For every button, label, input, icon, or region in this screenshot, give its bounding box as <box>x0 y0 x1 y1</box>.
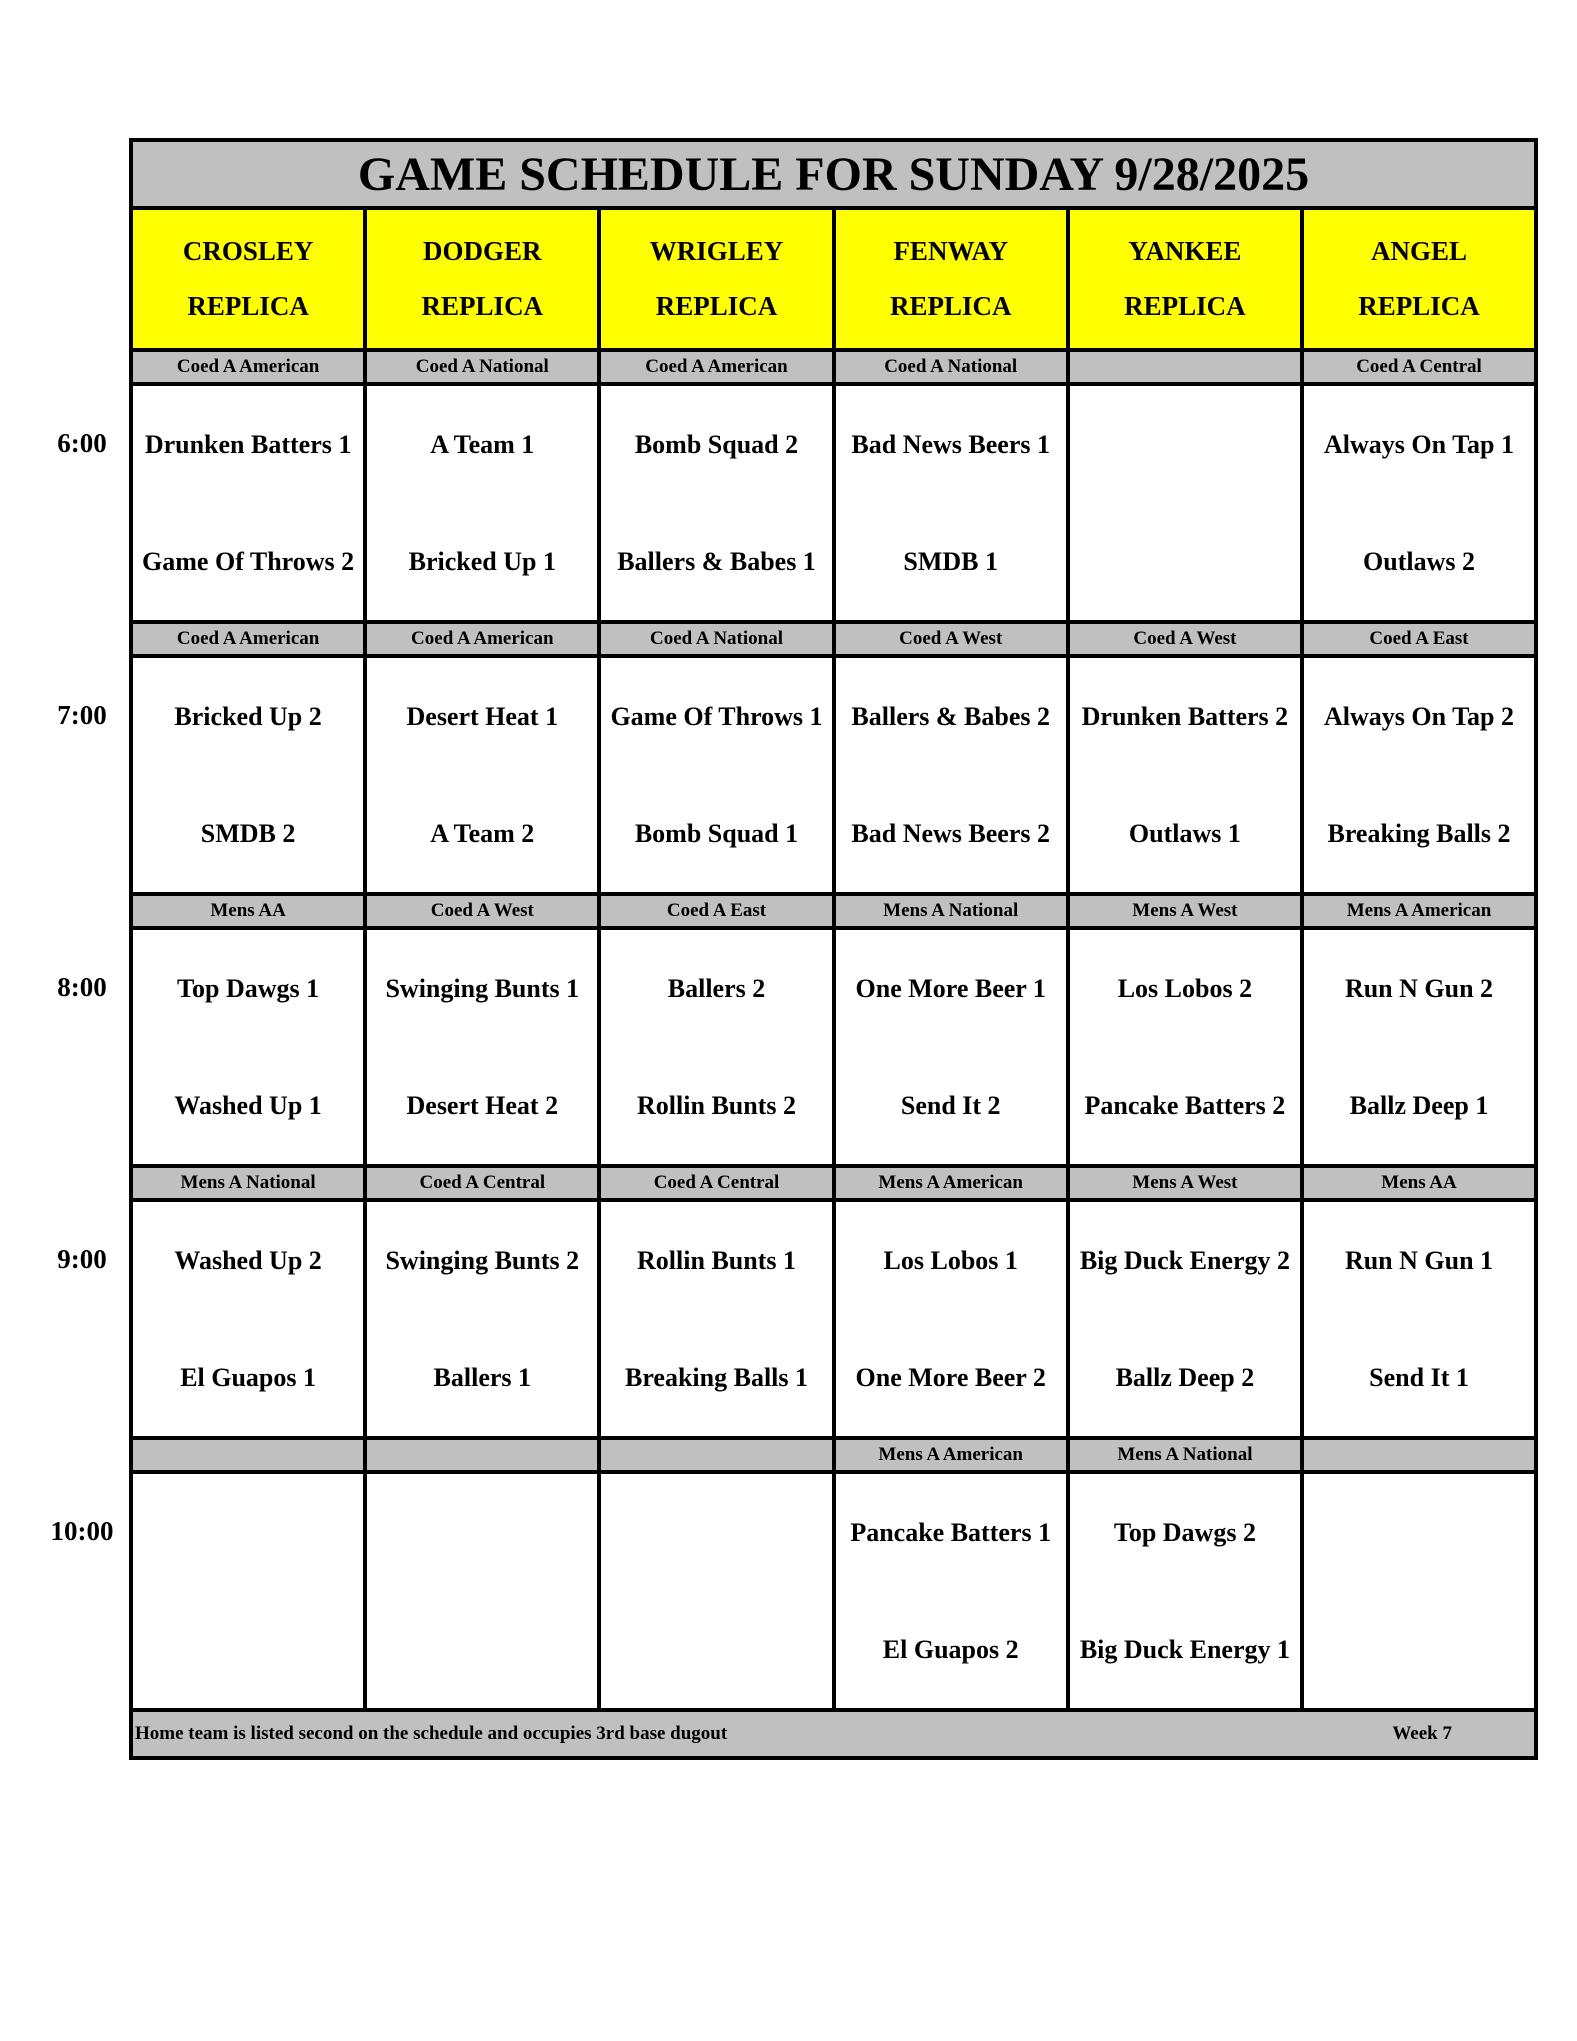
field-name: CROSLEY <box>182 236 314 266</box>
division-label: Mens A National <box>834 894 1068 928</box>
division-row <box>131 622 1536 656</box>
home-team-cell: Send It 2 <box>834 1047 1068 1166</box>
division-label: Coed A East <box>599 894 833 928</box>
home-team-cell: One More Beer 2 <box>834 1319 1068 1438</box>
division-row <box>131 350 1536 384</box>
away-team-cell <box>131 1472 365 1591</box>
home-team-cell: Rollin Bunts 2 <box>599 1047 833 1166</box>
division-label: Coed A West <box>1068 622 1302 656</box>
division-label: Coed A National <box>599 622 833 656</box>
home-team-cell: SMDB 1 <box>834 503 1068 622</box>
division-label: Coed A National <box>365 350 599 384</box>
away-team-row <box>131 1472 1536 1591</box>
schedule-title: GAME SCHEDULE FOR SUNDAY 9/28/2025 <box>131 140 1536 208</box>
field-header <box>131 208 365 350</box>
home-team-row <box>131 1319 1536 1438</box>
time-label: 6:00 <box>57 427 107 458</box>
away-team-cell: Los Lobos 2 <box>1068 928 1302 1047</box>
away-team-cell: Bomb Squad 2 <box>599 384 833 503</box>
division-label: Mens A American <box>834 1166 1068 1200</box>
home-team-cell: Big Duck Energy 1 <box>1068 1591 1302 1710</box>
division-label: Mens A National <box>131 1166 365 1200</box>
division-label: Coed A American <box>131 350 365 384</box>
home-team-cell <box>131 1591 365 1710</box>
division-label: Mens A American <box>1302 894 1536 928</box>
away-team-cell <box>1068 384 1302 503</box>
away-team-cell: Game Of Throws 1 <box>599 656 833 775</box>
division-label: Mens A West <box>1068 894 1302 928</box>
field-header <box>365 208 599 350</box>
schedule-footer <box>131 1710 1536 1758</box>
away-team-cell: Run N Gun 1 <box>1302 1200 1536 1319</box>
division-label <box>599 1438 833 1472</box>
week-label: Week 7 <box>1392 1723 1452 1744</box>
home-team-cell: Washed Up 1 <box>131 1047 365 1166</box>
away-team-cell: Ballers 2 <box>599 928 833 1047</box>
home-team-cell: Desert Heat 2 <box>365 1047 599 1166</box>
field-header <box>834 208 1068 350</box>
away-team-cell: Pancake Batters 1 <box>834 1472 1068 1591</box>
away-team-cell: Los Lobos 1 <box>834 1200 1068 1319</box>
away-team-cell: A Team 1 <box>365 384 599 503</box>
division-label: Mens A National <box>1068 1438 1302 1472</box>
division-label: Coed A American <box>131 622 365 656</box>
home-team-cell: Outlaws 2 <box>1302 503 1536 622</box>
field-header <box>1068 208 1302 350</box>
field-subtitle: REPLICA <box>1358 291 1480 321</box>
away-team-cell: Rollin Bunts 1 <box>599 1200 833 1319</box>
division-label <box>1302 1438 1536 1472</box>
away-team-cell: Top Dawgs 2 <box>1068 1472 1302 1591</box>
away-team-cell: Drunken Batters 2 <box>1068 656 1302 775</box>
division-label: Coed A Central <box>599 1166 833 1200</box>
field-name: YANKEE <box>1128 236 1242 266</box>
field-name: ANGEL <box>1370 236 1468 266</box>
division-label: Coed A East <box>1302 622 1536 656</box>
field-subtitle: REPLICA <box>421 291 544 321</box>
division-label: Coed A Central <box>1302 350 1536 384</box>
field-name: DODGER <box>423 236 542 266</box>
away-team-row <box>131 384 1536 503</box>
field-name: WRIGLEY <box>649 236 784 266</box>
field-subtitle: REPLICA <box>889 291 1012 321</box>
home-team-cell: Pancake Batters 2 <box>1068 1047 1302 1166</box>
home-team-cell <box>599 1591 833 1710</box>
field-header-row <box>131 208 1536 350</box>
home-team-cell: A Team 2 <box>365 775 599 894</box>
division-label: Mens A American <box>834 1438 1068 1472</box>
division-label <box>131 1438 365 1472</box>
division-label: Coed A West <box>834 622 1068 656</box>
home-team-cell: Breaking Balls 2 <box>1302 775 1536 894</box>
home-team-cell <box>365 1591 599 1710</box>
away-team-row <box>131 928 1536 1047</box>
home-team-cell: Ballers 1 <box>365 1319 599 1438</box>
home-team-cell: Bomb Squad 1 <box>599 775 833 894</box>
time-label: 7:00 <box>57 699 107 730</box>
home-team-row <box>131 1047 1536 1166</box>
field-subtitle: REPLICA <box>655 291 778 321</box>
division-label: Mens A West <box>1068 1166 1302 1200</box>
division-row <box>131 894 1536 928</box>
away-team-cell: Washed Up 2 <box>131 1200 365 1319</box>
time-label: 8:00 <box>57 971 107 1002</box>
home-team-cell <box>1068 503 1302 622</box>
division-label <box>1068 350 1302 384</box>
away-team-cell: Always On Tap 2 <box>1302 656 1536 775</box>
field-name: FENWAY <box>893 236 1008 266</box>
schedule-table <box>129 138 1538 1760</box>
home-team-cell: Outlaws 1 <box>1068 775 1302 894</box>
away-team-cell: Swinging Bunts 2 <box>365 1200 599 1319</box>
home-team-cell: El Guapos 2 <box>834 1591 1068 1710</box>
away-team-cell: Bad News Beers 1 <box>834 384 1068 503</box>
home-team-cell <box>1302 1591 1536 1710</box>
division-row <box>131 1438 1536 1472</box>
division-label: Coed A National <box>834 350 1068 384</box>
away-team-cell: Top Dawgs 1 <box>131 928 365 1047</box>
away-team-row <box>131 1200 1536 1319</box>
home-team-cell: SMDB 2 <box>131 775 365 894</box>
away-team-row <box>131 656 1536 775</box>
division-row <box>131 1166 1536 1200</box>
home-team-cell: Game Of Throws 2 <box>131 503 365 622</box>
field-subtitle: REPLICA <box>1124 291 1246 321</box>
away-team-cell: Desert Heat 1 <box>365 656 599 775</box>
home-team-note: Home team is listed second on the schedule and occupies 3rd base dugout <box>135 1723 728 1744</box>
home-team-cell: Ballz Deep 2 <box>1068 1319 1302 1438</box>
division-label: Coed A West <box>365 894 599 928</box>
home-team-cell: Ballz Deep 1 <box>1302 1047 1536 1166</box>
field-subtitle: REPLICA <box>187 291 309 321</box>
division-label: Mens AA <box>131 894 365 928</box>
away-team-cell: Always On Tap 1 <box>1302 384 1536 503</box>
home-team-row <box>131 775 1536 894</box>
division-label <box>365 1438 599 1472</box>
division-label: Coed A American <box>599 350 833 384</box>
away-team-cell: Swinging Bunts 1 <box>365 928 599 1047</box>
away-team-cell: Ballers & Babes 2 <box>834 656 1068 775</box>
division-label: Mens AA <box>1302 1166 1536 1200</box>
away-team-cell <box>599 1472 833 1591</box>
field-header <box>1302 208 1536 350</box>
field-header <box>599 208 833 350</box>
home-team-cell: Send It 1 <box>1302 1319 1536 1438</box>
time-label: 9:00 <box>57 1243 107 1274</box>
away-team-cell: Bricked Up 2 <box>131 656 365 775</box>
division-label: Coed A Central <box>365 1166 599 1200</box>
away-team-cell: Run N Gun 2 <box>1302 928 1536 1047</box>
home-team-cell: Ballers & Babes 1 <box>599 503 833 622</box>
away-team-cell: Big Duck Energy 2 <box>1068 1200 1302 1319</box>
home-team-cell: Breaking Balls 1 <box>599 1319 833 1438</box>
time-label: 10:00 <box>50 1515 114 1546</box>
away-team-cell: One More Beer 1 <box>834 928 1068 1047</box>
away-team-cell: Drunken Batters 1 <box>131 384 365 503</box>
home-team-cell: Bricked Up 1 <box>365 503 599 622</box>
home-team-cell: Bad News Beers 2 <box>834 775 1068 894</box>
away-team-cell <box>1302 1472 1536 1591</box>
home-team-row <box>131 1591 1536 1710</box>
away-team-cell <box>365 1472 599 1591</box>
home-team-row <box>131 503 1536 622</box>
division-label: Coed A American <box>365 622 599 656</box>
home-team-cell: El Guapos 1 <box>131 1319 365 1438</box>
